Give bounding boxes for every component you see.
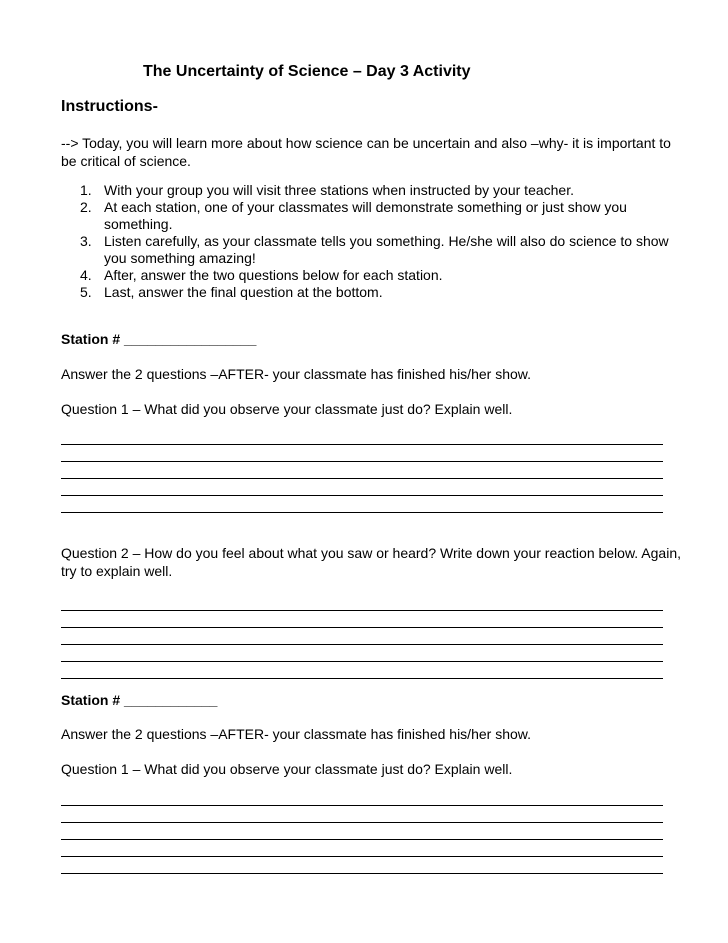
- instructions-intro: --> Today, you will learn more about how science can be uncertain and also –why- it is important to be critical of science.: [61, 135, 671, 169]
- step-number: 1.: [80, 182, 92, 198]
- answer-line[interactable]: [61, 840, 663, 857]
- station-2-answer-1-lines[interactable]: [61, 789, 663, 874]
- step-text: Listen carefully, as your classmate tells you something. He/she will also do science to show you something amazing!: [104, 233, 669, 266]
- step-text: Last, answer the final question at the bottom.: [104, 284, 383, 300]
- answer-line[interactable]: [61, 806, 663, 823]
- answer-line[interactable]: [61, 445, 663, 462]
- step-number: 5.: [80, 284, 92, 300]
- answer-line[interactable]: [61, 628, 663, 645]
- answer-line[interactable]: [61, 594, 663, 611]
- answer-line[interactable]: [61, 662, 663, 679]
- instructions-heading: Instructions-: [61, 98, 158, 115]
- step-text: With your group you will visit three stations when instructed by your teacher.: [104, 182, 574, 198]
- answer-line[interactable]: [61, 462, 663, 479]
- station-2-label: Station # ____________: [61, 692, 218, 708]
- step-number: 4.: [80, 267, 92, 283]
- page-title: The Uncertainty of Science – Day 3 Activity: [143, 63, 471, 80]
- step-number: 2.: [80, 199, 92, 215]
- station-2-question-1: Question 1 – What did you observe your classmate just do? Explain well.: [61, 761, 513, 777]
- instructions-list: [61, 182, 681, 301]
- answer-line[interactable]: [61, 611, 663, 628]
- station-1-answer-1-lines[interactable]: [61, 428, 663, 513]
- instruction-step: [61, 284, 681, 301]
- step-number: 3.: [80, 233, 92, 249]
- answer-line[interactable]: [61, 428, 663, 445]
- answer-line[interactable]: [61, 496, 663, 513]
- answer-line[interactable]: [61, 857, 663, 874]
- step-text: At each station, one of your classmates will demonstrate something or just show you something.: [104, 199, 627, 232]
- station-1-question-2: Question 2 – How do you feel about what you saw or heard? Write down your reaction below. Again, try to explain well.: [61, 545, 681, 579]
- station-2-prompt: Answer the 2 questions –AFTER- your classmate has finished his/her show.: [61, 726, 531, 742]
- answer-line[interactable]: [61, 823, 663, 840]
- instruction-step: [61, 233, 681, 267]
- answer-line[interactable]: [61, 645, 663, 662]
- station-1-answer-2-lines[interactable]: [61, 594, 663, 679]
- step-text: After, answer the two questions below for each station.: [104, 267, 443, 283]
- station-1-prompt: Answer the 2 questions –AFTER- your classmate has finished his/her show.: [61, 366, 531, 382]
- station-1-question-1: Question 1 – What did you observe your classmate just do? Explain well.: [61, 401, 513, 417]
- instruction-step: [61, 199, 681, 233]
- answer-line[interactable]: [61, 789, 663, 806]
- instruction-step: [61, 182, 681, 199]
- answer-line[interactable]: [61, 479, 663, 496]
- instruction-step: [61, 267, 681, 284]
- station-1-label: Station # _________________: [61, 331, 257, 347]
